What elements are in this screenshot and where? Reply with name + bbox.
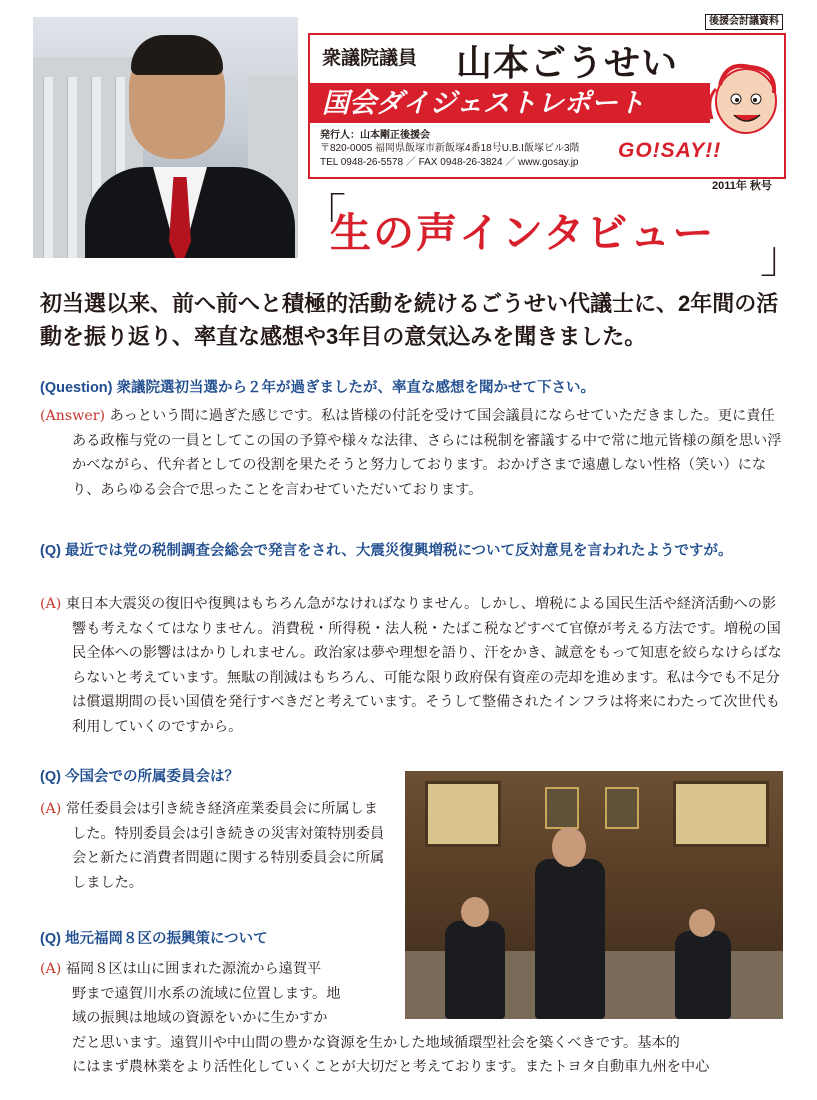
answer-tag: (Answer) bbox=[40, 408, 106, 424]
contact-info: TEL 0948-26-5578 ／ FAX 0948-26-3824 ／ www.gosay.jp bbox=[320, 157, 579, 168]
portrait-photo bbox=[33, 17, 298, 258]
issue-label: 2011年 秋号 bbox=[712, 180, 772, 192]
title-open-bracket: 「 bbox=[302, 190, 346, 241]
member-role: 衆議院議員 bbox=[322, 48, 418, 69]
masthead bbox=[308, 33, 786, 179]
question-1: (Question) 衆議院選初当選から２年が過ぎましたが、率直な感想を聞かせて下さい。 bbox=[40, 380, 596, 396]
publisher: 発行人：山本剛正後援会 bbox=[320, 130, 430, 141]
question-2: (Q) 最近では党の税制調査会総会で発言をされ、大震災復興増税について反対意見を言われたようですが。 bbox=[40, 543, 733, 559]
answer-tag: (A) bbox=[40, 961, 62, 977]
answer-tag: (A) bbox=[40, 801, 62, 817]
answer-line: 域の振興は地域の資源をいかに生かすか bbox=[72, 1010, 328, 1027]
answer-3 bbox=[40, 797, 392, 895]
member-name: 山本ごうせい bbox=[456, 42, 679, 83]
answer-line: 福岡８区は山に囲まれた源流から遠賀平 bbox=[61, 961, 322, 977]
mascot-icon bbox=[706, 59, 784, 151]
report-title: 国会ダイジェストレポート bbox=[310, 83, 710, 123]
answer-line: だと思います。遠賀川や中山間の豊かな資源を生かした地域循環型社会を築くべきです。基本的 bbox=[72, 1034, 680, 1051]
answer-2 bbox=[40, 592, 782, 740]
answer-4 bbox=[40, 957, 782, 1080]
answer-line: 野まで遠賀川水系の流域に位置します。地 bbox=[72, 985, 341, 1002]
answer-text: あっという間に過ぎた感じです。私は皆様の付託を受けて国会議員にならせていただきました。更に責任ある政権与党の一員としてこの国の予算や様々な法律、さらには税制を審議する中で常に地元皆様の顔を思い浮かべながら、代弁者としての役割を果たそうと努力しております。おかげさまで遠慮しない性格（笑い）になり、あらゆる会合で思ったことを言わせていただいております。 bbox=[72, 408, 782, 498]
answer-1 bbox=[40, 404, 782, 502]
answer-tag: (A) bbox=[40, 596, 62, 612]
question-3: (Q) 今国会での所属委員会は？ bbox=[40, 769, 239, 785]
lead-paragraph: 初当選以来、前へ前へと積極的活動を続けるごうせい代議士に、2年間の活動を振り返り、率直な感想や3年目の意気込みを聞きました。 bbox=[40, 291, 779, 349]
question-4: (Q) 地元福岡８区の振興策について bbox=[40, 931, 268, 947]
address: 〒820-0005 福岡県飯塚市新飯塚4番18号U.B.I飯塚ビル3階 bbox=[320, 143, 580, 154]
page-title: 生の声インタビュー bbox=[330, 210, 716, 256]
answer-line: にはまず農林業をより活性化していくことが大切だと考えております。またトヨタ自動車九州を中心 bbox=[72, 1059, 710, 1076]
answer-text: 東日本大震災の復旧や復興はもちろん急がなければなりません。しかし、増税による国民生活や経済活動への影響も考えなくてはなりません。消費税・所得税・法人税・たばこ税などすべて官僚が考える方法です。増税の国民全体への影響ははかりしれません。政治家は夢や理想を語り、汗をかき、誠意をもって知恵を絞らなけらばならないと考えています。無駄の削減はもちろん、可能な限り政府保有資産の売却を進めます。私は今でも不足分は償還期間の長い国債を発行すべきだと考えています。そうして整備されたインフラは将来にわたって次世代も利用していくのですから。 bbox=[61, 596, 782, 735]
answer-text: 常任委員会は引き続き経済産業委員会に所属しました。特別委員会は引き続きの災害対策特別委員会と新たに消費者問題に関する特別委員会に所属しました。 bbox=[61, 801, 385, 891]
title-close-bracket: 」 bbox=[760, 232, 804, 283]
discussion-material-badge: 後援会討議資料 bbox=[705, 14, 783, 30]
gosay-logo: GO!SAY!! bbox=[618, 139, 722, 162]
